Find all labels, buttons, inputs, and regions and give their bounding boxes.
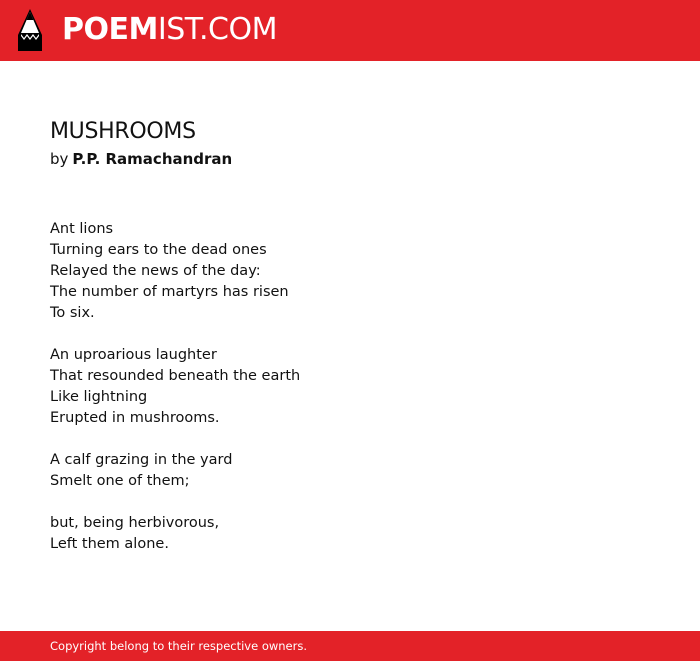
- pencil-icon: [18, 9, 42, 51]
- poem-line: A calf grazing in the yard: [50, 452, 233, 468]
- site-logo[interactable]: [62, 12, 277, 48]
- author-name: P.P. Ramachandran: [72, 150, 233, 168]
- poem-line: The number of martyrs has risen: [50, 284, 289, 300]
- poem-title: MUSHROOMS: [50, 119, 196, 144]
- stanza-break: [50, 492, 650, 513]
- site-footer: [0, 631, 700, 661]
- logo-bold-text: POEM: [62, 12, 158, 47]
- poem-line: To six.: [50, 305, 95, 321]
- copyright-text: Copyright belong to their respective owners.: [50, 639, 308, 653]
- logo-light-text: IST.COM: [157, 12, 277, 47]
- poem-line: Ant lions: [50, 221, 114, 237]
- poem-line: That resounded beneath the earth: [50, 368, 301, 384]
- poem-line: Turning ears to the dead ones: [50, 242, 267, 258]
- by-label: by: [50, 150, 69, 168]
- poem-body: [50, 219, 650, 555]
- poem-line: Left them alone.: [50, 536, 169, 552]
- poem-line: Like lightning: [50, 389, 148, 405]
- poem-line: but, being herbivorous,: [50, 515, 220, 531]
- poem-line: Erupted in mushrooms.: [50, 410, 220, 426]
- stanza-break: [50, 429, 650, 450]
- poem-line: An uproarious laughter: [50, 347, 217, 363]
- site-header: [0, 0, 700, 61]
- poem-line: Smelt one of them;: [50, 473, 190, 489]
- byline: [50, 149, 232, 169]
- poem-line: Relayed the news of the day:: [50, 263, 261, 279]
- stanza-break: [50, 324, 650, 345]
